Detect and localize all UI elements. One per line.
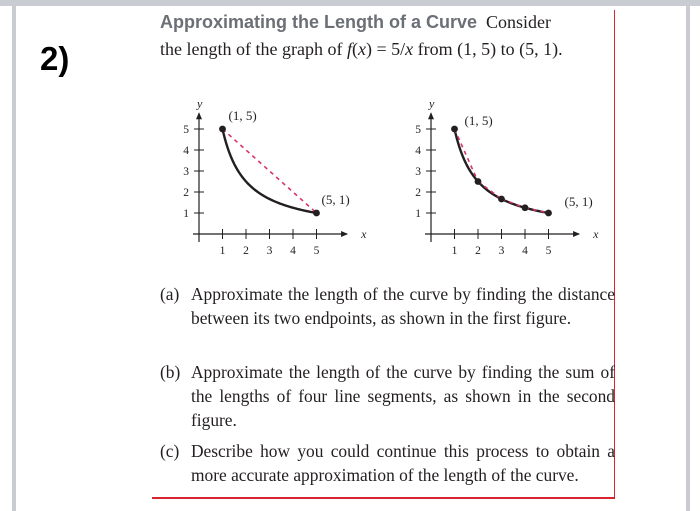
x-axis-label: x: [361, 227, 367, 241]
intro-first: Consider: [486, 12, 552, 32]
point-b-label: (5, 1): [321, 192, 350, 207]
figure-1-svg: [152, 72, 372, 272]
y-tick-label-1: 1: [415, 208, 421, 220]
curve-point-4: [522, 204, 529, 211]
window-frame-left: [12, 6, 16, 511]
intro-second: the length of the graph of: [160, 39, 343, 59]
title-line: [160, 12, 551, 33]
curve-point-2: [313, 210, 320, 217]
window-frame-top: [0, 0, 700, 6]
x-tick-label-3: 3: [498, 245, 505, 257]
part-a-text: Approximate the length of the curve by finding the distance between its two endpoints, as shown in the first figure.: [191, 284, 615, 328]
y-tick-label-1: 1: [183, 208, 189, 220]
x-tick-label-1: 1: [451, 245, 458, 257]
x-axis-label: x: [593, 227, 599, 241]
x-tick-label-2: 2: [243, 245, 249, 257]
curve-point-1: [219, 126, 226, 133]
part-c-label: (c): [160, 441, 180, 461]
x-tick-label-1: 1: [219, 245, 226, 257]
x-tick-label-2: 2: [475, 245, 481, 257]
x-axis-arrow: [573, 231, 580, 237]
figure-2-svg: [384, 72, 604, 272]
function-variable: x: [357, 39, 366, 59]
figure-four-segments: [384, 72, 604, 272]
y-axis-label: y: [197, 96, 203, 111]
x-tick-label-3: 3: [266, 245, 273, 257]
y-tick-label-5: 5: [183, 124, 189, 136]
y-axis-label: y: [429, 96, 435, 111]
point-a-label: (1, 5): [228, 108, 257, 123]
part-b-label: (b): [160, 362, 181, 382]
y-tick-label-4: 4: [183, 145, 189, 157]
function-variable-2: x: [405, 39, 414, 59]
part-b-text: Approximate the length of the curve by finding the sum of the lengths of four line segments, as shown in the second figure.: [191, 362, 615, 430]
problem-number: 2): [40, 40, 70, 77]
y-tick-label-5: 5: [415, 124, 421, 136]
y-tick-label-4: 4: [415, 145, 421, 157]
problem-card: [152, 10, 615, 499]
function-statement: the length of the graph of f(x) = 5/x from (1, 5) to (5, 1).: [160, 39, 563, 59]
x-axis-arrow: [341, 231, 348, 237]
problem-title: Approximating the Length of a Curve: [160, 12, 478, 32]
point-b-label: (5, 1): [564, 194, 593, 209]
part-a-label: (a): [160, 284, 180, 304]
figure-endpoint-line: [152, 72, 372, 272]
y-axis-arrow: [428, 112, 434, 119]
approx-segment-1: [455, 129, 479, 182]
x-tick-label-4: 4: [290, 245, 296, 257]
function-range: from (1, 5) to (5, 1).: [413, 39, 563, 59]
y-tick-label-3: 3: [183, 166, 189, 178]
y-tick-label-3: 3: [415, 166, 421, 178]
curve-point-5: [545, 210, 552, 217]
function-equals: = 5/: [371, 39, 406, 59]
part-c-text: Describe how you could continue this process to obtain a more accurate approximation of the length of the curve.: [191, 441, 615, 485]
approx-segment-1: [223, 129, 317, 213]
x-tick-label-5: 5: [545, 245, 552, 257]
curve-point-3: [498, 196, 505, 203]
curve-point-1: [451, 126, 458, 133]
point-a-label: (1, 5): [464, 113, 493, 128]
x-tick-label-5: 5: [313, 245, 320, 257]
y-axis-arrow: [196, 112, 202, 119]
function-name: f: [346, 39, 352, 59]
window-frame-right: [686, 6, 690, 511]
y-tick-label-2: 2: [415, 187, 421, 199]
curve-point-2: [475, 178, 482, 185]
y-tick-label-2: 2: [183, 187, 189, 199]
x-tick-label-4: 4: [522, 245, 528, 257]
